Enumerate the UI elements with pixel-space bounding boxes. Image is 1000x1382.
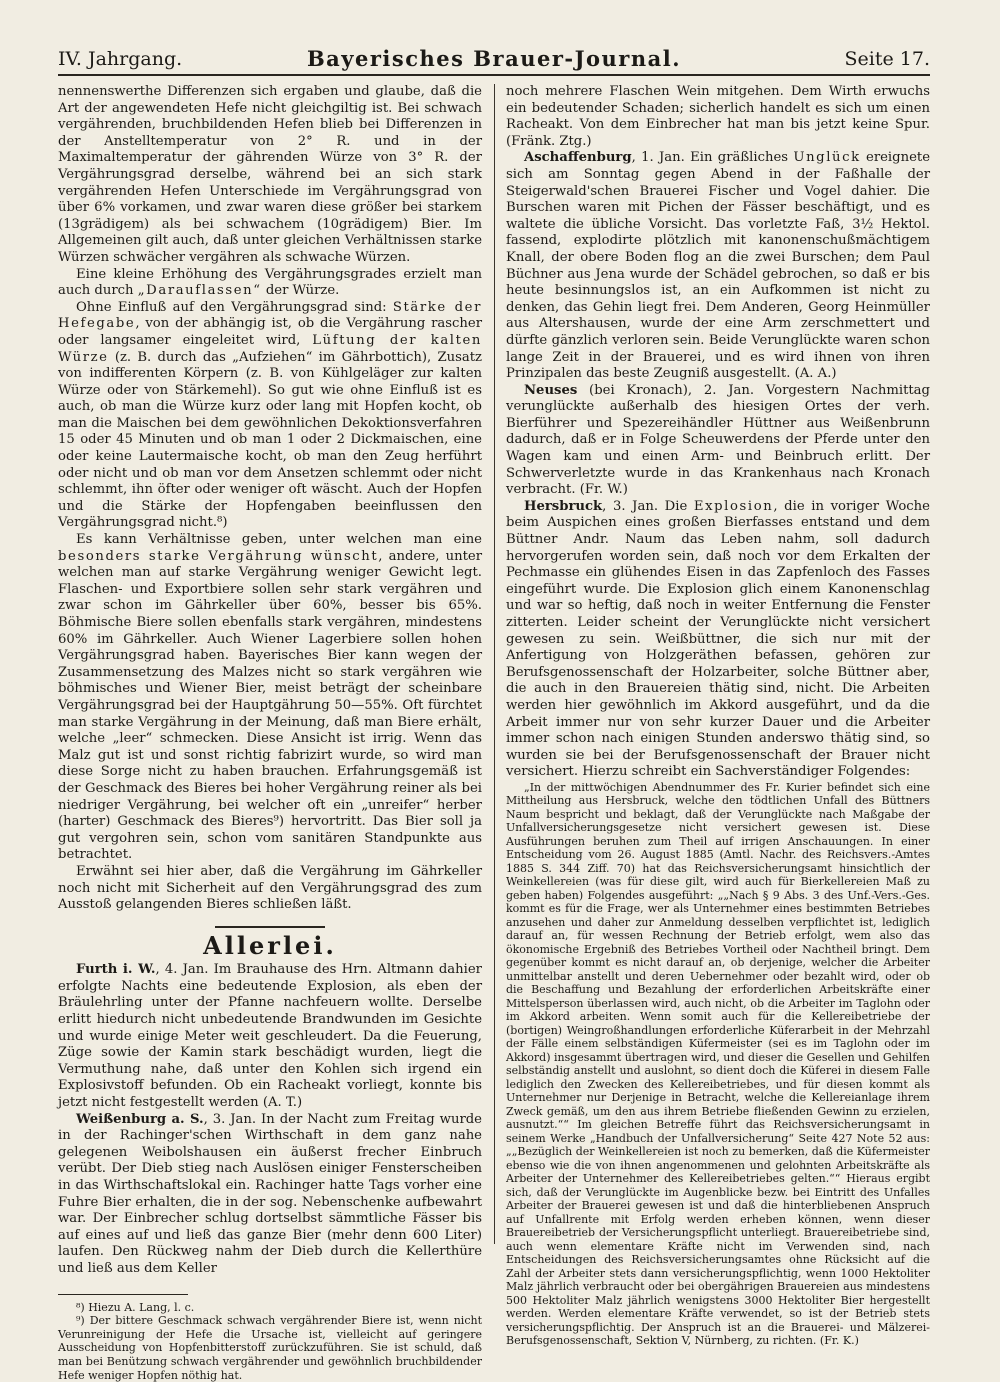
news-text: , die in voriger Woche beim Auspichen eines großen Bierfasses entstand und dem Büttner Andr. Naum das Leben nahm, soll dadurch hervorgerufen worden sein, daß noch vor dem Erkalten der Pechmasse ein glühendes Eisen in das Zapfenloch des Fasses eingeführt wurde. Die Explosion glich einem Kanonenschlag und war so heftig, daß noch in weiter Entfernung die Fenster zitterten. Leider scheint der Verunglückte nicht versichert gewesen zu sein. Weißbüttner, die sich nur mit der Anfertigung von Holzgeräthen befassen, gehören zur Berufsgenossenschaft der Holzarbeiter, solche Büttner aber, die auch in den Brauereien thätig sind, nicht. Die Arbeiten werden hier gewöhnlich im Akkord ausgeführt, und da die Arbeit immer nur von sehr kurzer Dauer und die Arbeiter immer schon nach einigen Stunden anderswo thätig sind, so wurden sie bei der Berufsgenossenschaft der Brauer nicht versichert. Hierzu schreibt ein Sachverständiger Folgendes: (506, 498, 930, 780)
text-run: (z. B. durch das „Aufziehen“ im Gährbottich), Zusatz von indifferenten Körpern (z. B. von Kühlgeläger zur kalten Würze oder von Stärkemehl). So gut wie ohne Einfluß ist es auch, ob man die Würze kurz oder lang mit Hopfen kocht, ob man die Maischen bei dem gewöhnlichen Dekoktionsverfahren 15 oder 45 Minuten und ob man 1 oder 2 Dickmaischen, eine oder keine Lautermaische kocht, ob man den Zeug herführt oder nicht und ob man vor dem Ansetzen schlemmt oder nicht schlemmt, ihn öfter oder weniger oft wäscht. Auch der Hopfen und die Stärke der Hopfengaben beeinflussen den Vergährungsgrad nicht.⁸) (58, 349, 482, 531)
news-text: (bei Kronach), 2. Jan. Vorgestern Nachmittag verunglückte außerhalb des hiesigen Ortes der verh. Bierführer und Spezereihändler Hüttner aus Weißenbrunn dadurch, daß er in Folge Scheuwerdens der Pferde unter den Wagen kam und einen Arm- und Beinbruch erlitt. Der Schwerverletzte wurde in das Krankenhaus nach Kronach verbracht. (Fr. W.) (506, 382, 930, 498)
text-run: der Würze. (261, 283, 340, 299)
expert-statement (506, 781, 930, 1348)
paragraph-gaehrkeller: Erwähnt sei hier aber, daß die Vergährung im Gährkeller noch nicht mit Sicherheit auf den Vergährungsgrad des zum Ausstoß gelangenden Bieres schließen läßt. (58, 863, 482, 913)
news-item-neuses (506, 383, 930, 499)
news-item-aschaffenburg (506, 150, 930, 382)
emphasis-unglueck: Unglück (793, 150, 861, 166)
paragraph-strong-fermentation (58, 532, 482, 864)
news-text: , 1. Jan. Ein gräßliches (631, 150, 794, 166)
paragraph-no-influence (58, 300, 482, 532)
emphasis-lueftung: Lüftung der kalten Würze (58, 332, 482, 365)
page-header (58, 44, 930, 76)
footnote-9: ⁹) Der bittere Geschmack schwach vergährender Biere ist, wenn nicht Verunreinigung der Hefe die Ursache ist, vielleicht auf geringere Ausscheidung von Hopfenbitterstoff zurückzuführen. Sie ist schuld, daß man bei Benützung schwach vergährender und gewöhnlich bruchbildender Hefe weniger Hopfen nöthig hat. (58, 1314, 482, 1382)
place-name: Neuses (524, 382, 578, 398)
volume-label: IV. Jahrgang. (58, 48, 183, 70)
footnote-8: ⁸) Hiezu A. Lang, l. c. (76, 1300, 195, 1314)
text-run: Ohne Einfluß auf den Vergährungsgrad sind: (76, 299, 393, 315)
news-item-weissenburg-continued: noch mehrere Flaschen Wein mitgehen. Dem Wirth erwuchs ein bedeutender Schaden; sicherlich handelt es sich um einen Racheakt. Von dem Einbrecher hat man bis jetzt keine Spur. (Fränk. Ztg.) (506, 84, 930, 149)
text-run: , andere, unter welchen man auf starke Vergährung weniger Gewicht legt. Flaschen- und Exportbiere sollen sehr stark vergähren und zwar schon im Gährkeller über 60%, besser bis 65%. Böhmische Biere sollen ebenfalls stark vergähren, mindestens 60% im Gährkeller. Auch Wiener Lagerbiere sollen hohen Vergährungsgrad haben. Bayerisches Bier kann wegen der Zusammensetzung des Malzes nicht so stark vergähren wie böhmisches und Wiener Bier, meist beträgt der scheinbare Vergährungsgrad bei der Hauptgährung 50—55%. Oft fürchtet man starke Vergährung in der Meinung, daß man Biere erhält, welche „leer“ schmecken. Diese Ansicht ist irrig. Wenn das Malz gut ist und sonst richtig fabrizirt wurde, so wird man diese Sorge nicht zu haben brauchen. Erfahrungsgemäß ist der Geschmack des Bieres bei hoher Vergährung reiner als bei niedriger Vergährung, bei welcher oft ein „unreifer“ herber (harter) Geschmack des Bieres⁹) hervortritt. Das Bier soll ja gut vergohren sein, schon vom sanitären Standpunkte aus betrachtet. (58, 548, 483, 863)
expert-quote: „In der mittwöchigen Abendnummer des Fr. Kurier befindet sich eine Mittheilung aus Hersbruck, welche den tödtlichen Unfall des Büttners Naum bespricht und beklagt, daß der Verunglückte nach Maßgabe der Unfallversicherungsgesetze nicht versichert gewesen ist. Diese Ausführungen beruhen zum Theil auf irrigen Anschauungen. In einer Entscheidung vom 26. August 1885 (Amtl. Nachr. des Reichsvers.-Amtes 1885 S. 344 Ziff. 70) hat das Reichsversicherungsamt hinsichtlich der Weinkellereien (was für diese gilt, wird auch für Bierkellereien Maß zu geben haben) Folgendes ausgeführt: „„Nach § 9 Abs. 3 des Unf.-Vers.-Ges. kommt es für die Frage, wer als Unternehmer eines bestimmten Betriebes anzusehen und daher zur Anmeldung desselben verpflichtet ist, lediglich darauf an, für wessen Rechnung der Betrieb erfolgt, wem also das ökonomische Ergebniß des Betriebes Vortheil oder Nachtheil bringt. Dem gegenüber kommt es nicht darauf an, ob derjenige, welcher die Arbeiter unmittelbar anstellt und deren Uebernehmer oder bezahlt wird, oder ob die Beschaffung und Bezahlung der erforderlichen Arbeitskräfte einer Mittelsperson überlassen wird, auch nicht, ob die Arbeiter im Taglohn oder im Akkord arbeiten. Wenn somit auch für die Kellereibetriebe der (bortigen) Weingroßhandlungen erforderliche Küferarbeit in der Mehrzahl der Fälle einem selbständigen Küfermeister (sei es im Taglohn oder im Akkord) insgesammt übertragen wird, und dieser die Gesellen und Gehilfen selbständig anstellt und auslohnt, so dient doch die Küferei in diesem Falle lediglich den Zwecken des Kellereibetriebes, und für diesen kommt als Unternehmer nur Derjenige in Betracht, welche die Kellereianlage ihrem Zweck gemäß, um den aus ihrem Betriebe fließenden Gewinn zu erzielen, ausnutzt.““ Im gleichen Betreffe führt das Reichsversicherungsamt in seinem Werke „Handbuch der Unfallversicherung“ Seite 427 Note 52 aus: „„Bezüglich der Weinkellereien ist noch zu bemerken, daß die Küfermeister ebenso wie die von ihnen angenommenen und gelohnten Arbeitskräfte als Arbeiter der Unternehmer des Kellereibetriebes gelten.““ Hieraus ergibt sich, daß der Verunglückte im Augenblicke bezw. bei Eintritt des Unfalles Arbeiter der Brauerei gewesen ist und daß die hinterbliebenen Anspruch auf Unfallrente mit Erfolg werden erheben können, wenn dieser Brauereibetrieb der Versicherungspflicht unterliegt. Brauereibetriebe sind, auch wenn elementare Kräfte nicht im Verwenden sind, nach Entscheidungen des Reichsversicherungsamtes ohne Rücksicht auf die Zahl der Arbeiter stets dann versicherungspflichtig, wenn 1000 Hektoliter Malz jährlich verbraucht oder bei obergährigen Brauereien aus mindestens 500 Hektoliter Malz jährlich wenigstens 3000 Hektoliter Bier hergestellt werden. Werden elementare Kräfte verwendet, so ist der Betrieb stets versicherungspflichtig. Der Anspruch ist an die Brauerei- und Mälzerei-Berufsgenossenschaft, Sektion V, Nürnberg, zu richten. (Fr. K.) (506, 780, 930, 1348)
page-number: Seite 17. (844, 48, 930, 70)
section-title-allerlei: Allerlei. (203, 930, 337, 960)
place-name: Aschaffenburg (524, 150, 632, 166)
news-text: , 4. Jan. Im Brauhause des Hrn. Altmann dahier erfolgte Nachts eine bedeutende Explosion, als eben der Bräulehrling unter der Pfanne nachfeuern wollte. Derselbe erlitt hiedurch nicht unbedeutende Brandwunden im Gesichte und wurde einige Meter weit geschleudert. Da die Feuerung, Züge sowie der Kamin stark beschädigt wurden, liegt die Vermuthung nahe, daß unter den Kohlen sich irgend ein Explosivstoff befunden. Ob ein Racheakt vorliegt, konnte bis jetzt nicht festgestellt werden (A. T.) (58, 962, 482, 1111)
text-run: Es kann Verhältnisse geben, unter welchen man eine (76, 532, 482, 548)
paragraph-fermentation-differences: nennenswerthe Differenzen sich ergaben und glaube, daß die Art der angewendeten Hefe nicht gleichgiltig ist. Bei schwach vergährenden, bruchbildenden Hefen blieb bei Differenzen in der Anstelltemperatur von 2° R. und in der Maximaltemperatur der gährenden Würze von 3° R. der Vergährungsgrad derselbe, während bei an sich stark vergährenden Hefen Unterschiede im Vergährungsgrad von über 6% vorkamen, und zwar waren diese größer bei starkem (13grädigem) als bei schwachem (10grädigem) Bier. Im Allgemeinen gilt auch, daß unter gleichen Verhältnissen starke Würzen schwächer vergähren als schwache Würzen. (58, 84, 482, 265)
news-item-weissenburg (58, 1112, 482, 1278)
news-text: ereignete sich am Sonntag gegen Abend in der Faßhalle der Steigerwald'schen Brauerei Fischer und Vogel dahier. Die Burschen waren mit Pichen der Fässer beschäftigt, und es waltete die übliche Vorsicht. Das vorletzte Faß, 3½ Hektol. fassend, explodirte plötzlich mit kanonenschußmächtigem Knall, der obere Boden flog an die zwei Burschen; dem Paul Büchner aus Jena wurde der Schädel gebrochen, so daß er bis heute besinnungslos ist, an ein Aufkommen ist nicht zu denken, das Gehin liegt frei. Dem Anderen, Georg Heinmüller aus Altershausen, wurde der eine Arm zerschmettert und dürfte gänzlich verloren sein. Beide Verunglückte waren schon lange Zeit in der Brauerei, und es wird ihnen von ihren Prinzipalen das beste Zeugniß ausgestellt. (A. A.) (506, 150, 930, 382)
emphasis-darauflassen: „Darauflassen“ (137, 283, 262, 299)
place-name: Weißenburg a. S. (76, 1111, 204, 1127)
news-text: , 3. Jan. Die (602, 498, 694, 514)
emphasis-hefegabe: Stärke der Hefegabe (58, 299, 482, 332)
right-column (506, 84, 930, 1348)
footnote-rule (58, 1294, 188, 1295)
left-column (58, 84, 482, 1382)
emphasis-explosion: Explosion (693, 498, 774, 514)
place-name: Furth i. W. (76, 962, 156, 978)
place-name: Hersbruck (524, 498, 603, 514)
paragraph-darauflassen (58, 267, 482, 300)
text-run: , von der abhängig ist, ob die Vergährung rascher oder langsamer eingeleitet wird, (58, 316, 482, 348)
text-run: Eine kleine Erhöhung des Vergährungsgrades erzielt man auch durch (58, 266, 482, 299)
column-divider (494, 84, 495, 1244)
news-text: , 3. Jan. In der Nacht zum Freitag wurde in der Rachinger'schen Wirthschaft in dem ganz nahe gelegenen Weibolshausen ein äußerst frecher Einbruch verübt. Der Dieb stieg nach Auslösen einiger Fensterscheiben in das Wirthschaftslokal ein. Rachinger hatte Tags vorher eine Fuhre Bier erhalten, die in der sog. Nebenschenke aufbewahrt war. Der Einbrecher schlug dortselbst sämmtliche Fässer bis auf eines auf und ließ das ganze Bier (mehr denn 600 Liter) laufen. Den Rückweg nahm der Dieb durch die Kellerthüre und ließ aus dem Keller (58, 1111, 482, 1276)
news-item-hersbruck (506, 499, 930, 781)
emphasis-starke-vergaehrung: besonders starke Vergährung wünscht (58, 548, 379, 564)
section-divider (215, 926, 325, 928)
journal-title: Bayerisches Brauer-Journal. (306, 46, 682, 71)
news-item-furth (58, 962, 482, 1111)
